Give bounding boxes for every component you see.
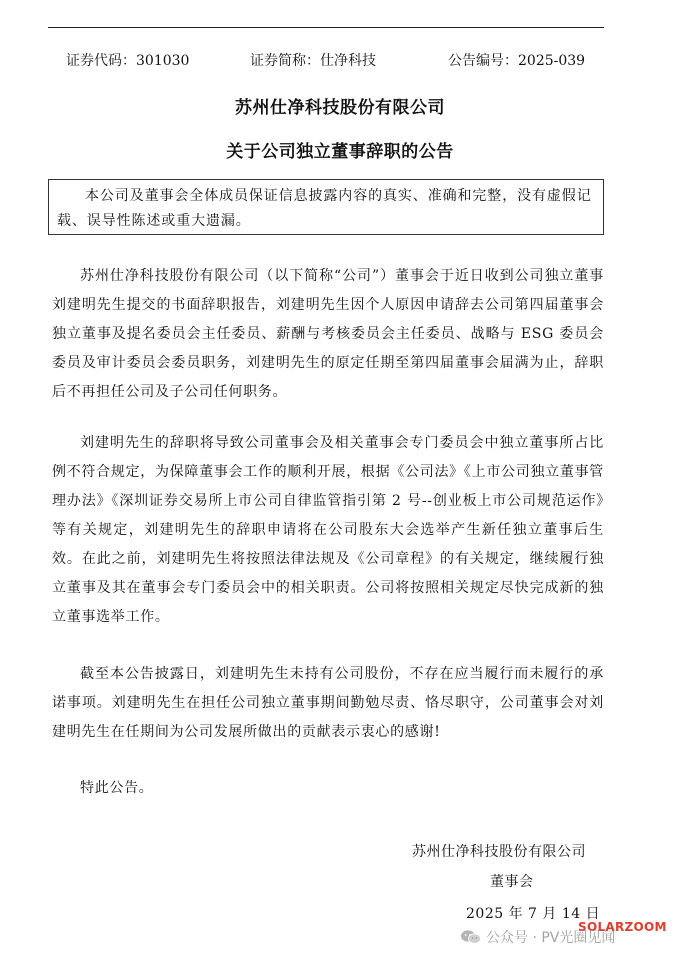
signature-date: 2025 年 7 月 14 日 — [466, 906, 601, 922]
paragraph-shareholding: 截至本公告披露日，刘建明先生未持有公司股份，不存在应当履行而未履行的承诺事项。刘建明先生在担任公司独立董事期间勤勉尽责、恪尽职守，公司董事会对刘建明先生在任期间为公司发展所做出的贡献表示衷心的感谢! — [52, 666, 604, 740]
signature-board: 董事会 — [490, 874, 534, 890]
wechat-icon — [460, 929, 482, 945]
paragraph-closing: 特此公告。 — [80, 780, 154, 796]
notice-title: 关于公司独立董事辞职的公告 — [226, 142, 454, 162]
watermark-text: 公众号 · PV光圈见闻 — [486, 930, 616, 946]
paragraph-effect: 刘建明先生的辞职将导致公司董事会及相关董事会专门委员会中独立董事所占比例不符合规定，为保障董事会工作的顺利开展，根据《公司法》《上市公司独立董事管理办法》《深圳证券交易所上市公司自律监管指引第 2 号--创业板上市公司规范运作》等有关规定，刘建明先生的辞职申请将在公司股东大会选举产生新任独立董事后生效。在此之前，刘建明先生将按照法律法规及《公司章程》的有关规定，继续履行独立董事及其在董事会专门委员会中的相关职责。公司将按照相关规定尽快完成新的独立董事选举工作。 — [52, 435, 604, 625]
security-code: 证券代码：301030 — [66, 53, 190, 69]
signature-company: 苏州仕净科技股份有限公司 — [412, 844, 586, 860]
watermark — [460, 920, 680, 950]
paragraph-resignation: 苏州仕净科技股份有限公司（以下简称“公司”）董事会于近日收到公司独立董事刘建明先生提交的书面辞职报告，刘建明先生因个人原因申请辞去公司第四届董事会独立董事及提名委员会主任委员、薪酬与考核委员会主任委员、战略与 ESG 委员会委员及审计委员会委员职务，刘建明先生的原定任期至第四届董事会届满为止，辞职后不再担任公司及子公司任何职务。 — [52, 268, 604, 400]
disclaimer-box: 本公司及董事会全体成员保证信息披露内容的真实、准确和完整，没有虚假记载、误导性陈述或重大遗漏。 — [48, 179, 604, 235]
document-header — [0, 50, 680, 72]
company-name: 苏州仕净科技股份有限公司 — [235, 98, 445, 118]
top-rule — [48, 27, 604, 28]
watermark-brand: SOLARZOOM — [578, 920, 667, 934]
notice-number: 公告编号：2025-039 — [448, 53, 586, 69]
security-abbreviation: 证券简称：仕净科技 — [250, 53, 376, 69]
